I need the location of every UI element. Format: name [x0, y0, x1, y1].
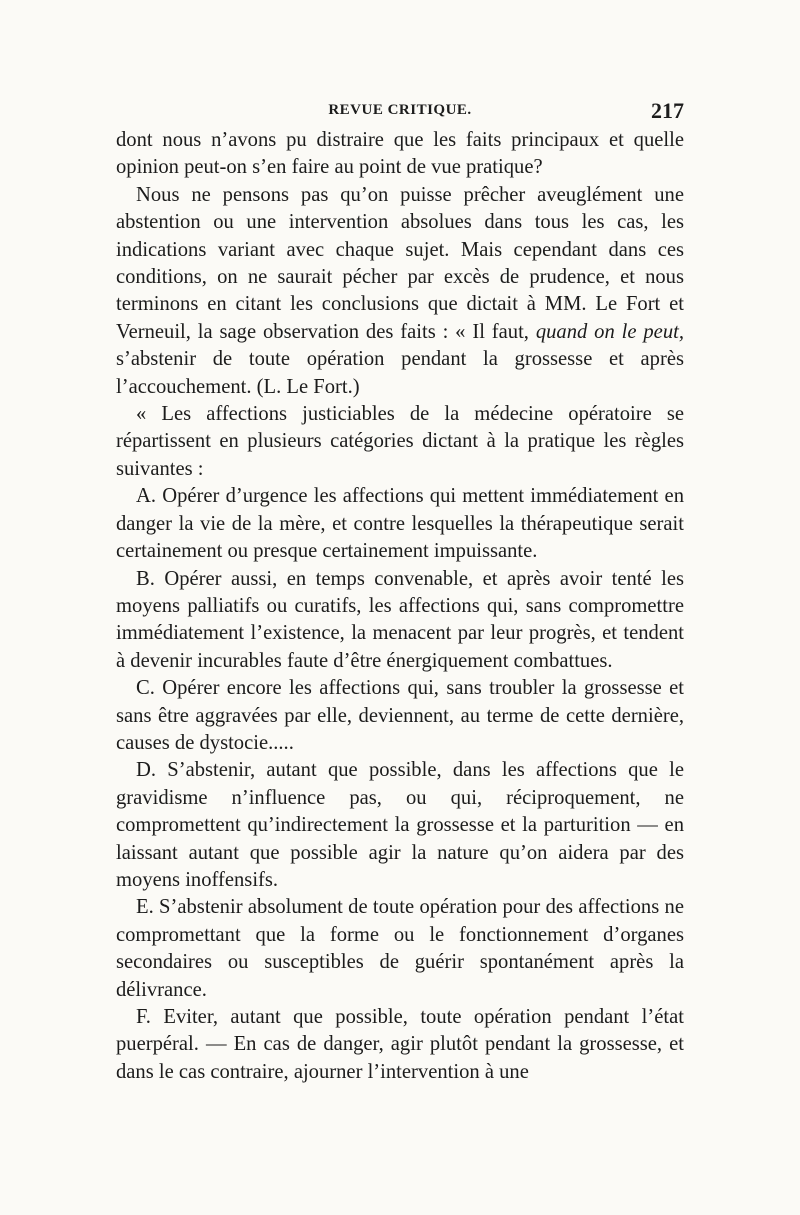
paragraph-f: F. Eviter, autant que possible, toute opération pendant l’état puerpéral. — En cas de danger, agir plutôt pendant la grossesse, et dans le cas contraire, ajourner l’intervention à une [116, 1006, 684, 1083]
paragraph-3: « Les affections justiciables de la médecine opératoire se répartissent en plusieurs catégories dictant à la pratique les règles suivantes : [116, 403, 684, 480]
paragraph-2-end: s’abstenir de toute opération pendant la grossesse et après l’accouchement. (L. Le Fort.) [116, 348, 684, 398]
paragraph-2-start: Nous ne pensons pas qu’on puisse prêcher aveuglément une abstention ou une intervention absolues dans tous les cas, les indications variant avec chaque sujet. Mais cependant dans ces conditions, on ne saurait pécher par excès de prudence, et nous terminons en citant les conclusions que dictait à MM. Le Fort et Verneuil, la sage observation des faits : « Il faut, [116, 183, 684, 343]
italic-phrase: quand on le peut, [535, 320, 684, 343]
page-header [116, 98, 684, 128]
paragraph-2 [116, 182, 684, 401]
body-text [116, 127, 684, 1086]
paragraph-1: dont nous n’avons pu distraire que les faits principaux et quelle opinion peut-on s’en faire au point de vue pratique? [116, 129, 684, 179]
paragraph-a: A. Opérer d’urgence les affections qui mettent immédiatement en danger la vie de la mère, et contre lesquelles la thérapeutique serait certainement ou presque certainement impuissante. [116, 485, 684, 563]
running-title: REVUE CRITIQUE. [328, 102, 472, 118]
paragraph-c: C. Opérer encore les affections qui, sans troubler la grossesse et sans être aggravées par elle, deviennent, au terme de cette dernière, causes de dystocie..... [116, 677, 684, 754]
page-number: 217 [651, 98, 684, 123]
paragraph-d: D. S’abstenir, autant que possible, dans les affections que le gravidisme n’influence pas, ou qui, réciproquement, ne compromettent qu’indirectement la grossesse et la parturition — en laissant autant que possible agir la nature qu’on aidera par des moyens inoffensifs. [116, 759, 684, 891]
paragraph-b: B. Opérer aussi, en temps convenable, et après avoir tenté les moyens palliatifs ou curatifs, les affections qui, sans compromettre immédiatement l’existence, la menacent par leur progrès, et tendent à devenir incurables faute d’être énergiquement combattues. [116, 567, 684, 672]
paragraph-e: E. S’abstenir absolument de toute opération pour des affections ne compromettant que la forme ou le fonctionnement d’organes secondaires ou susceptibles de guérir spontanément après la délivrance. [116, 896, 684, 1001]
